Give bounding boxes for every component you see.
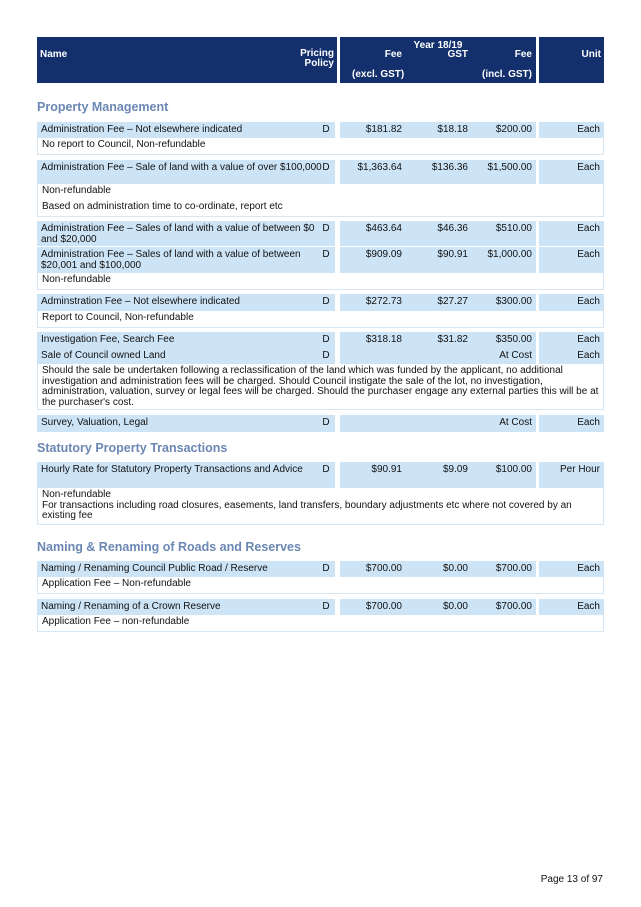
header-year-cell bbox=[340, 37, 536, 83]
row-fee-group bbox=[340, 221, 536, 246]
row-policy: D bbox=[322, 249, 330, 260]
note-line: Non-refundable bbox=[42, 185, 111, 196]
row-fee-incl: $700.00 bbox=[495, 563, 532, 574]
row-policy: D bbox=[322, 296, 330, 307]
row-fee-group bbox=[340, 332, 536, 348]
row-note bbox=[37, 184, 604, 217]
row-fee-excl: $318.18 bbox=[365, 334, 402, 345]
section-title: Statutory Property Transactions bbox=[37, 441, 228, 455]
row-unit: Each bbox=[539, 160, 604, 184]
row-policy: D bbox=[322, 601, 330, 612]
col-fee-incl: Fee bbox=[514, 49, 532, 60]
row-gst: $31.82 bbox=[437, 334, 468, 345]
table-row bbox=[37, 561, 604, 577]
row-gst: $0.00 bbox=[442, 563, 468, 574]
row-fee-excl: $700.00 bbox=[365, 563, 402, 574]
row-fee-excl: $1,363.64 bbox=[357, 162, 402, 173]
row-policy: D bbox=[322, 464, 330, 475]
note-line: Based on administration time to co-ordinate, report etc bbox=[42, 200, 283, 212]
row-name: Survey, Valuation, Legal bbox=[37, 415, 335, 432]
row-gst: $136.36 bbox=[431, 162, 468, 173]
row-name: Naming / Renaming Council Public Road / Reserve bbox=[37, 561, 335, 577]
row-fee-group bbox=[340, 415, 536, 432]
row-unit: Per Hour bbox=[539, 462, 604, 488]
page-number: Page 13 of 97 bbox=[540, 874, 603, 885]
row-fee-excl: $463.64 bbox=[365, 223, 402, 234]
row-note: Should the sale be undertaken following a reclassification of the land which was funded by the applicant, no additional investigation and administration fees will be charged. Should Council instigate the sale of the lot, no investigation, administration, valuation, survey or legal fees will be charged. Should the purchaser engage any external parties this will be at the purchaser's cost. bbox=[37, 364, 604, 410]
table-row bbox=[37, 122, 604, 138]
col-year: Year 18/19 bbox=[413, 40, 463, 51]
col-unit: Unit bbox=[581, 49, 601, 60]
row-gst: $9.09 bbox=[442, 464, 468, 475]
row-name: Hourly Rate for Statutory Property Transactions and Advice bbox=[37, 462, 335, 488]
section-title: Property Management bbox=[37, 100, 169, 114]
row-policy: D bbox=[322, 124, 330, 135]
row-unit: Each bbox=[539, 122, 604, 138]
row-name: Sale of Council owned Land bbox=[37, 348, 335, 364]
row-name: Investigation Fee, Search Fee bbox=[37, 332, 335, 348]
row-note: Application Fee – Non-refundable bbox=[37, 577, 604, 594]
row-gst: $46.36 bbox=[437, 223, 468, 234]
header-name-cell bbox=[37, 37, 337, 83]
row-name: Administration Fee – Not elsewhere indicated bbox=[37, 122, 335, 138]
row-unit: Each bbox=[539, 599, 604, 615]
table-row bbox=[37, 415, 604, 432]
row-unit: Each bbox=[539, 294, 604, 311]
row-unit: Each bbox=[539, 247, 604, 273]
row-fee-group bbox=[340, 599, 536, 615]
row-note: Application Fee – non-refundable bbox=[37, 615, 604, 632]
row-fee-incl: $510.00 bbox=[495, 223, 532, 234]
row-policy: D bbox=[322, 417, 330, 428]
row-name: Administration Fee – Sale of land with a value of over $100,000 bbox=[37, 160, 335, 184]
row-fee-incl: $200.00 bbox=[495, 124, 532, 135]
row-gst: $0.00 bbox=[442, 601, 468, 612]
row-unit: Each bbox=[539, 348, 604, 364]
row-policy: D bbox=[322, 223, 330, 234]
row-fee-group bbox=[340, 294, 536, 311]
table-row bbox=[37, 462, 604, 488]
row-fee-excl: $90.91 bbox=[371, 464, 402, 475]
row-name: Administration Fee – Sales of land with a value of between $0 and $20,000 bbox=[37, 221, 335, 246]
table-row bbox=[37, 294, 604, 311]
row-fee-incl: At Cost bbox=[499, 350, 532, 361]
row-fee-excl: $909.09 bbox=[365, 249, 402, 260]
row-name: Administration Fee – Sales of land with a value of between $20,001 and $100,000 bbox=[37, 247, 335, 273]
header-unit-cell bbox=[539, 37, 604, 83]
row-unit: Each bbox=[539, 332, 604, 348]
row-fee-group bbox=[340, 348, 536, 364]
row-gst: $18.18 bbox=[437, 124, 468, 135]
row-fee-group bbox=[340, 247, 536, 273]
row-fee-incl: $700.00 bbox=[495, 601, 532, 612]
row-fee-incl: $1,500.00 bbox=[487, 162, 532, 173]
row-fee-incl: $350.00 bbox=[495, 334, 532, 345]
table-row bbox=[37, 599, 604, 615]
row-fee-group bbox=[340, 561, 536, 577]
section-title: Naming & Renaming of Roads and Reserves bbox=[37, 540, 301, 554]
table-row bbox=[37, 221, 604, 246]
row-unit: Each bbox=[539, 561, 604, 577]
note-line: For transactions including road closures, easements, land transfers, boundary adjustments etc where not covered by an existing fee bbox=[42, 499, 572, 521]
col-gst: GST bbox=[447, 49, 468, 60]
table-row bbox=[37, 160, 604, 184]
row-policy: D bbox=[322, 350, 330, 361]
row-note: No report to Council, Non-refundable bbox=[37, 138, 604, 155]
row-fee-incl: At Cost bbox=[499, 417, 532, 428]
row-fee-excl: $181.82 bbox=[365, 124, 402, 135]
row-fee-excl: $700.00 bbox=[365, 601, 402, 612]
row-policy: D bbox=[322, 334, 330, 345]
row-policy: D bbox=[322, 162, 330, 173]
row-note: Report to Council, Non-refundable bbox=[37, 311, 604, 328]
note-line: Non-refundable bbox=[42, 489, 111, 500]
row-unit: Each bbox=[539, 415, 604, 432]
row-name: Naming / Renaming of a Crown Reserve bbox=[37, 599, 335, 615]
row-name: Adminstration Fee – Not elsewhere indicated bbox=[37, 294, 335, 311]
row-note bbox=[37, 488, 604, 525]
col-fee: Fee bbox=[384, 49, 402, 60]
row-unit: Each bbox=[539, 221, 604, 246]
col-name: Name bbox=[40, 49, 68, 60]
table-row bbox=[37, 247, 604, 273]
col-pricing-policy: Pricing Policy bbox=[300, 48, 334, 69]
table-row bbox=[37, 332, 604, 348]
row-note: Non-refundable bbox=[37, 273, 604, 290]
col-incl-gst: (incl. GST) bbox=[482, 69, 532, 80]
row-fee-group bbox=[340, 122, 536, 138]
row-fee-incl: $1,000.00 bbox=[487, 249, 532, 260]
row-policy: D bbox=[322, 563, 330, 574]
row-fee-excl: $272.73 bbox=[365, 296, 402, 307]
row-fee-incl: $300.00 bbox=[495, 296, 532, 307]
row-fee-incl: $100.00 bbox=[495, 464, 532, 475]
row-gst: $27.27 bbox=[437, 296, 468, 307]
table-row bbox=[37, 348, 604, 364]
row-gst: $90.91 bbox=[437, 249, 468, 260]
col-excl-gst: (excl. GST) bbox=[352, 69, 405, 80]
row-fee-group bbox=[340, 160, 536, 184]
row-fee-group bbox=[340, 462, 536, 488]
